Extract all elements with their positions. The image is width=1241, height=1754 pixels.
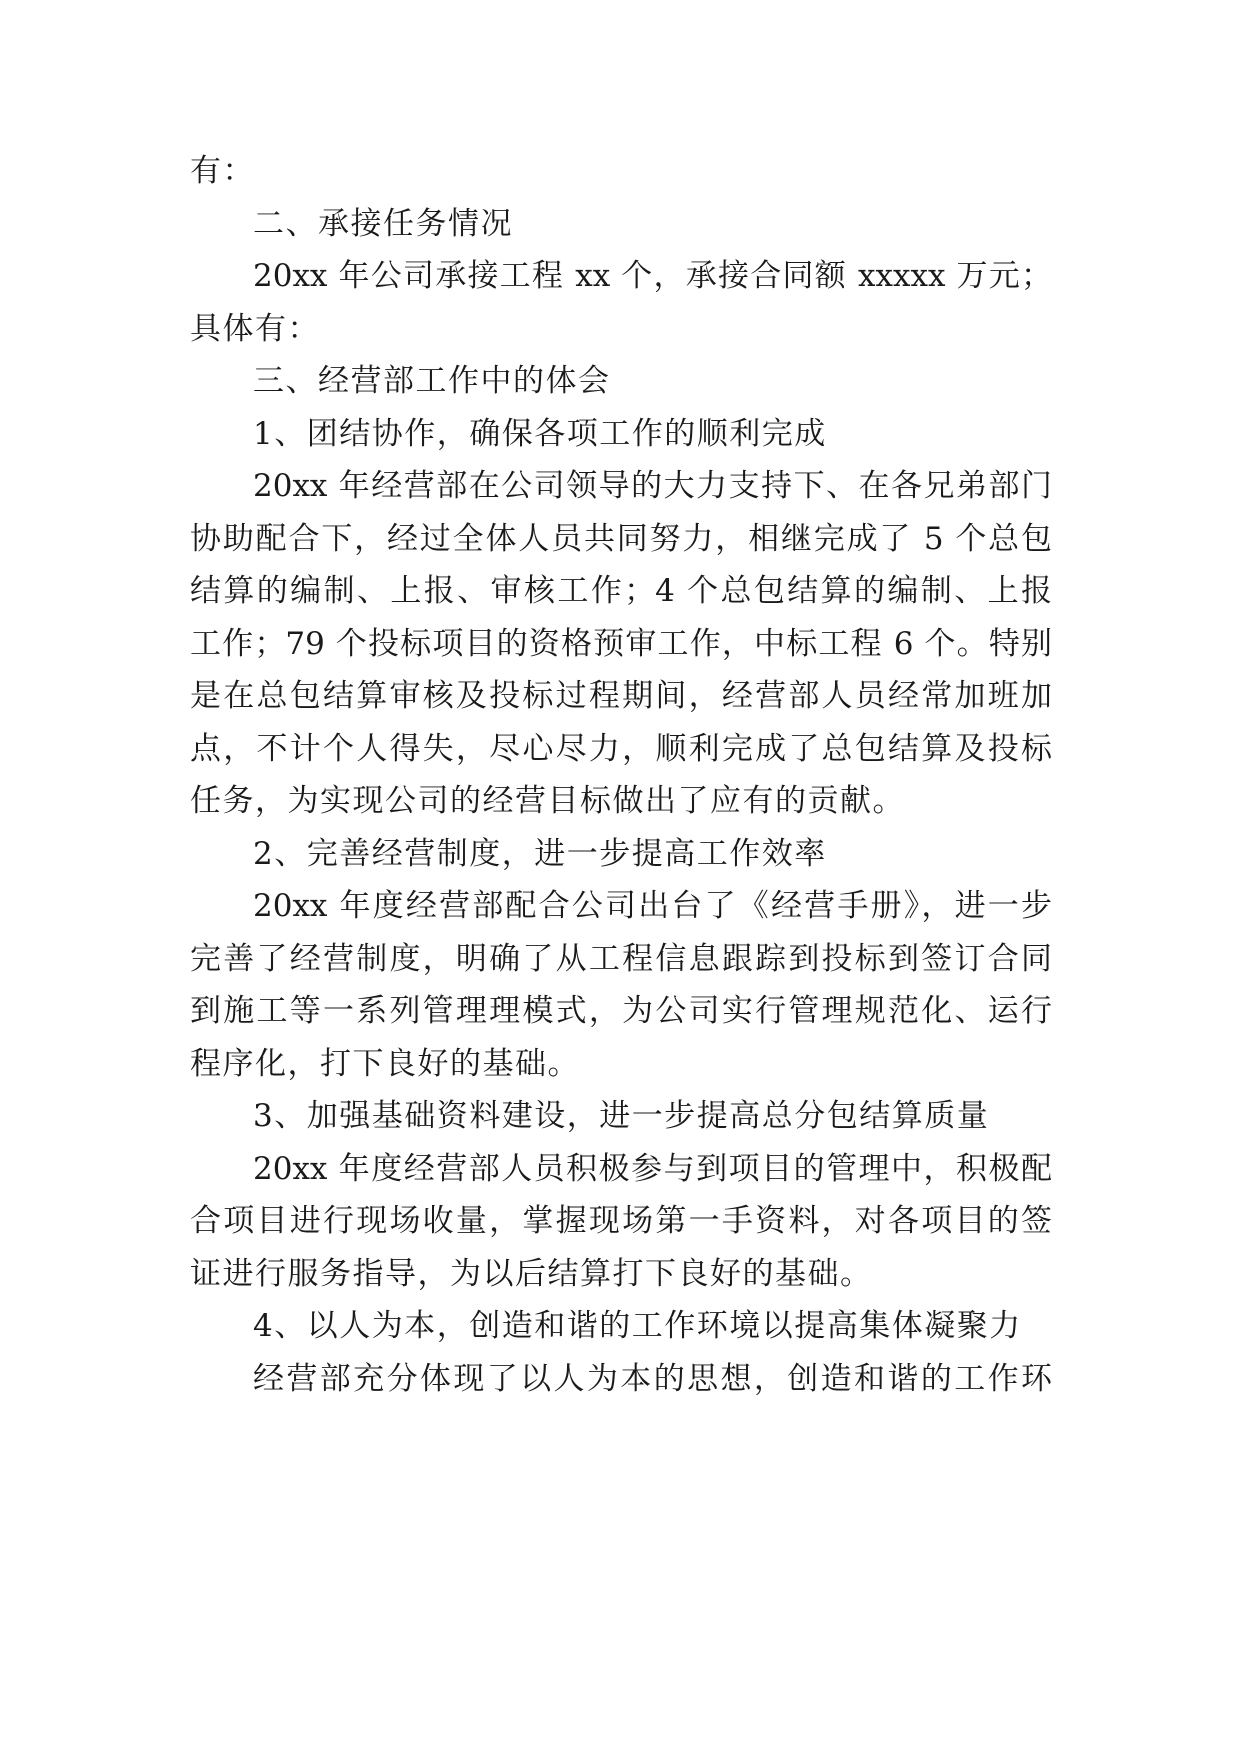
text-line: 3、加强基础资料建设，进一步提高总分包结算质量 [253, 1098, 990, 1134]
text-line: 20xx 年公司承接工程 xx 个，承接合同额 xxxxx 万元； [253, 258, 1052, 294]
text-line: 1、团结协作，确保各项工作的顺利完成 [253, 416, 827, 452]
text-line: 程序化，打下良好的基础。 [190, 1046, 580, 1082]
text-line: 20xx 年经营部在公司领导的大力支持下、在各兄弟部门 [253, 468, 1052, 504]
text-line: 2、完善经营制度，进一步提高工作效率 [253, 836, 827, 872]
text-line: 到施工等一系列管理理模式，为公司实行管理规范化、运行 [190, 993, 1052, 1029]
text-line: 20xx 年度经营部配合公司出台了《经营手册》，进一步 [253, 888, 1052, 924]
text-line: 结算的编制、上报、审核工作；4 个总包结算的编制、上报 [190, 573, 1052, 609]
text-line: 任务，为实现公司的经营目标做出了应有的贡献。 [190, 783, 905, 819]
text-line: 4、以人为本，创造和谐的工作环境以提高集体凝聚力 [253, 1308, 1022, 1344]
text-line: 协助配合下，经过全体人员共同努力，相继完成了 5 个总包 [190, 521, 1052, 557]
text-line: 有： [190, 153, 255, 189]
text-line: 合项目进行现场收量，掌握现场第一手资料，对各项目的签 [190, 1203, 1052, 1239]
text-line: 经营部充分体现了以人为本的思想，创造和谐的工作环 [253, 1361, 1052, 1397]
text-line: 工作；79 个投标项目的资格预审工作，中标工程 6 个。特别 [190, 626, 1052, 662]
text-line: 证进行服务指导，为以后结算打下良好的基础。 [190, 1256, 873, 1292]
text-line: 20xx 年度经营部人员积极参与到项目的管理中，积极配 [253, 1151, 1052, 1187]
text-line: 具体有： [190, 311, 320, 347]
text-line: 点，不计个人得失，尽心尽力，顺利完成了总包结算及投标 [190, 731, 1052, 767]
text-line: 三、经营部工作中的体会 [253, 363, 611, 399]
text-line: 二、承接任务情况 [253, 206, 513, 242]
text-line: 是在总包结算审核及投标过程期间，经营部人员经常加班加 [190, 678, 1052, 714]
text-line: 完善了经营制度，明确了从工程信息跟踪到投标到签订合同 [190, 941, 1052, 977]
